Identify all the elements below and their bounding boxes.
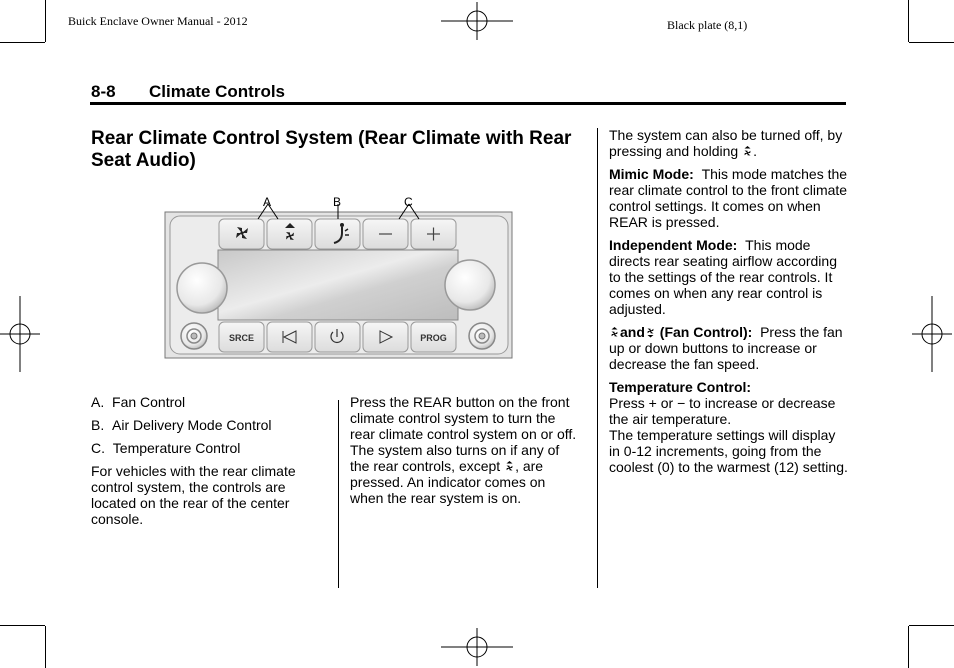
col2-paragraph: Press the REAR button on the front climate control system to turn the rear climate control system on or off. The system also turns on if any of the rear controls, except , are pressed. An indicator comes on when the rear system is on. [350,394,577,506]
registration-mark-icon [441,628,513,666]
section-number: 8-8 [91,82,116,101]
section-name: Climate Controls [149,82,286,101]
fan-icon [504,460,515,472]
fan-down-icon [645,326,656,338]
column-divider [338,400,339,588]
fan-icon [742,145,753,157]
legend-item [91,417,272,433]
callout-c: C [404,195,413,209]
source-button-label: SRCE [228,333,255,343]
registration-mark-icon [912,296,952,372]
col1-paragraph: For vehicles with the rear climate control system, the controls are located on the rear of the center console. [91,463,296,527]
rear-climate-control-panel [160,193,516,361]
legend-text: Temperature Control [112,440,241,456]
program-button-label: PROG [420,333,447,343]
column-divider [597,128,598,588]
callout-a: A [263,195,272,209]
legend-item [91,394,185,410]
mimic-paragraph: Mimic Mode: This mode matches the rear climate control to the front climate control settings. It comes on when REAR is pressed. [609,166,848,230]
page-title: Rear Climate Control System (Rear Climate with Rear Seat Audio) [91,128,572,171]
manual-title: Buick Enclave Owner Manual - 2012 [68,14,248,28]
legend-text: Fan Control [112,394,186,410]
plate-label: Black plate (8,1) [667,18,748,32]
legend-text: Air Delivery Mode Control [112,417,272,433]
registration-mark-icon [0,296,40,372]
col3-content [609,127,849,482]
temperature-paragraph: Temperature Control: Press + or − to increase or decrease the air temperature. The temperature settings will display in 0-12 increments, going from the coolest (0) to the warmest (12) setting. [609,379,848,475]
header-rule [90,102,846,105]
registration-mark-icon [441,2,513,40]
headphone-jack-icon [181,323,207,349]
legend-key: B. [91,417,105,433]
callout-b: B [333,195,342,209]
legend-key: C. [91,440,105,456]
fan-up-icon [609,326,620,338]
legend-key: A. [91,394,105,410]
legend-item [91,440,240,456]
independent-paragraph: Independent Mode: This mode directs rear seating airflow according to the settings of the rear controls. It comes on when any rear control is adjusted. [609,237,837,317]
headphone-jack-icon [469,323,495,349]
fan-control-paragraph: and (Fan Control): Press the fan up or down buttons to increase or decrease the fan speed. [609,324,843,372]
off-paragraph: The system can also be turned off, by pressing and holding . [609,127,843,159]
